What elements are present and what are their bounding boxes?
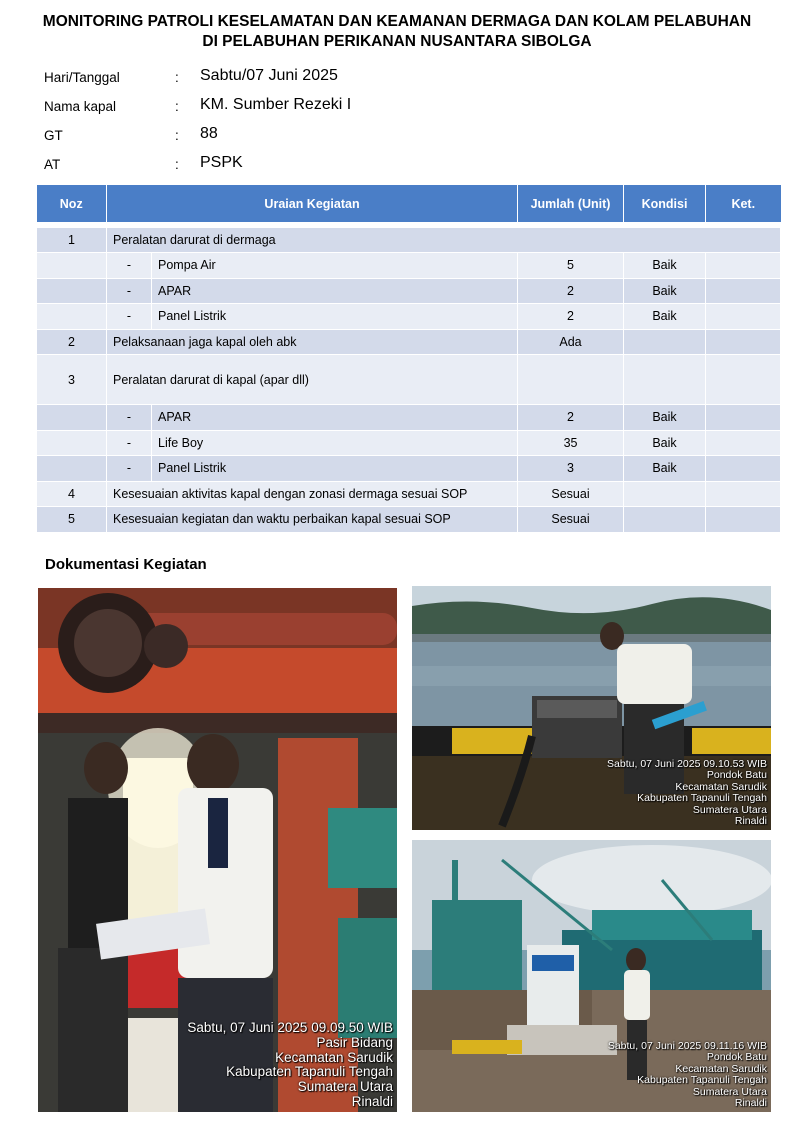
- row-kondisi: Baik: [624, 456, 706, 482]
- info-value: Sabtu/07 Juni 2025: [200, 67, 338, 84]
- header-kondisi: Kondisi: [624, 185, 706, 222]
- row-text: Kesesuaian kegiatan dan waktu perbaikan kapal sesuai SOP: [107, 507, 518, 533]
- stamp-line: Sumatera Utara: [692, 1085, 767, 1098]
- stamp-line: Kecamatan Sarudik: [675, 1062, 767, 1075]
- photo-dock-boats: [412, 840, 771, 1112]
- row-no: 5: [37, 507, 107, 533]
- row-dash: -: [107, 405, 152, 431]
- row-jumlah: Sesuai: [518, 507, 624, 533]
- info-colon: :: [175, 70, 179, 85]
- stamp-line: Kabupaten Tapanuli Tengah: [226, 1064, 393, 1080]
- stamp-line: Sumatera Utara: [692, 803, 767, 816]
- info-row-date: [44, 66, 644, 94]
- stamp-line: Pondok Batu: [706, 769, 767, 782]
- row-text: APAR: [152, 278, 518, 304]
- info-value: KM. Sumber Rezeki I: [200, 96, 352, 113]
- row-no: 4: [37, 481, 107, 507]
- row-no: 1: [37, 227, 107, 253]
- title-line-1: MONITORING PATROLI KESELAMATAN DAN KEAMANAN DERMAGA DAN KOLAM PELABUHAN: [42, 13, 752, 30]
- photo-dock-panel: [412, 586, 771, 830]
- header-ket: Ket.: [706, 185, 781, 222]
- info-label: Hari/Tanggal: [44, 70, 120, 85]
- table-row: [37, 304, 781, 330]
- row-no: 2: [37, 329, 107, 355]
- stamp-line: Kecamatan Sarudik: [275, 1049, 393, 1065]
- row-kondisi: Baik: [624, 304, 706, 330]
- row-text: Life Boy: [152, 430, 518, 456]
- row-kondisi: Baik: [624, 278, 706, 304]
- stamp-line: Sabtu, 07 Juni 2025 09.11.16 WIB: [607, 1039, 767, 1052]
- info-colon: :: [175, 128, 179, 143]
- document-title: [0, 12, 794, 52]
- info-value: 88: [200, 125, 218, 142]
- table-row: [37, 278, 781, 304]
- row-text: Pelaksanaan jaga kapal oleh abk: [107, 329, 518, 355]
- table-row: [37, 507, 781, 533]
- header-uraian: Uraian Kegiatan: [107, 185, 518, 222]
- stamp-line: Rinaldi: [734, 815, 767, 828]
- photo-engine-room: [38, 588, 397, 1112]
- table-row: [37, 481, 781, 507]
- row-jumlah: Ada: [518, 329, 624, 355]
- row-text: Pompa Air: [152, 253, 518, 279]
- info-value: PSPK: [200, 154, 243, 171]
- table-row: [37, 227, 781, 253]
- stamp-line: Pasir Bidang: [316, 1034, 393, 1050]
- row-text: Kesesuaian aktivitas kapal dengan zonasi dermaga sesuai SOP: [107, 481, 518, 507]
- row-text: Panel Listrik: [152, 304, 518, 330]
- row-jumlah: Sesuai: [518, 481, 624, 507]
- row-kondisi: Baik: [624, 430, 706, 456]
- row-no: 3: [37, 355, 107, 405]
- header-jumlah: Jumlah (Unit): [518, 185, 624, 222]
- table-row: [37, 355, 781, 405]
- stamp-line: Pondok Batu: [706, 1051, 767, 1064]
- photo-stamp: [607, 759, 767, 828]
- stamp-line: Sabtu, 07 Juni 2025 09.09.50 WIB: [187, 1019, 393, 1035]
- info-label: Nama kapal: [44, 99, 117, 114]
- table-header-row: [37, 185, 781, 222]
- table-row: [37, 405, 781, 431]
- stamp-line: Kabupaten Tapanuli Tengah: [637, 792, 767, 805]
- row-dash: -: [107, 304, 152, 330]
- row-kondisi: Baik: [624, 253, 706, 279]
- documentation-title: Dokumentasi Kegiatan: [45, 556, 207, 573]
- info-label: GT: [44, 128, 63, 143]
- table-row: [37, 253, 781, 279]
- row-jumlah: 2: [518, 405, 624, 431]
- row-dash: -: [107, 253, 152, 279]
- row-text: Panel Listrik: [152, 456, 518, 482]
- row-jumlah: 2: [518, 304, 624, 330]
- row-text: Peralatan darurat di kapal (apar dll): [107, 355, 518, 405]
- info-row-ship-name: [44, 95, 644, 123]
- stamp-line: Rinaldi: [351, 1094, 393, 1110]
- row-kondisi: Baik: [624, 405, 706, 431]
- stamp-line: Kecamatan Sarudik: [675, 780, 767, 793]
- table-row: [37, 329, 781, 355]
- row-dash: -: [107, 430, 152, 456]
- stamp-line: Kabupaten Tapanuli Tengah: [637, 1074, 767, 1087]
- stamp-line: Sabtu, 07 Juni 2025 09.10.53 WIB: [607, 757, 767, 770]
- info-row-gt: [44, 124, 644, 152]
- row-text: Peralatan darurat di dermaga: [107, 227, 781, 253]
- row-jumlah: 2: [518, 278, 624, 304]
- info-row-at: [44, 153, 644, 181]
- row-jumlah: 3: [518, 456, 624, 482]
- table-row: [37, 456, 781, 482]
- info-colon: :: [175, 99, 179, 114]
- table-row: [37, 430, 781, 456]
- row-dash: -: [107, 456, 152, 482]
- info-colon: :: [175, 157, 179, 172]
- row-text: APAR: [152, 405, 518, 431]
- stamp-line: Rinaldi: [734, 1097, 767, 1110]
- row-jumlah: 5: [518, 253, 624, 279]
- row-jumlah: 35: [518, 430, 624, 456]
- row-dash: -: [107, 278, 152, 304]
- stamp-line: Sumatera Utara: [297, 1079, 393, 1095]
- photo-stamp: [187, 1021, 393, 1110]
- title-line-2: DI PELABUHAN PERIKANAN NUSANTARA SIBOLGA: [202, 33, 592, 50]
- header-no: Noz: [37, 185, 107, 222]
- info-label: AT: [44, 157, 61, 172]
- photo-stamp: [608, 1041, 767, 1110]
- activity-table: [36, 185, 781, 533]
